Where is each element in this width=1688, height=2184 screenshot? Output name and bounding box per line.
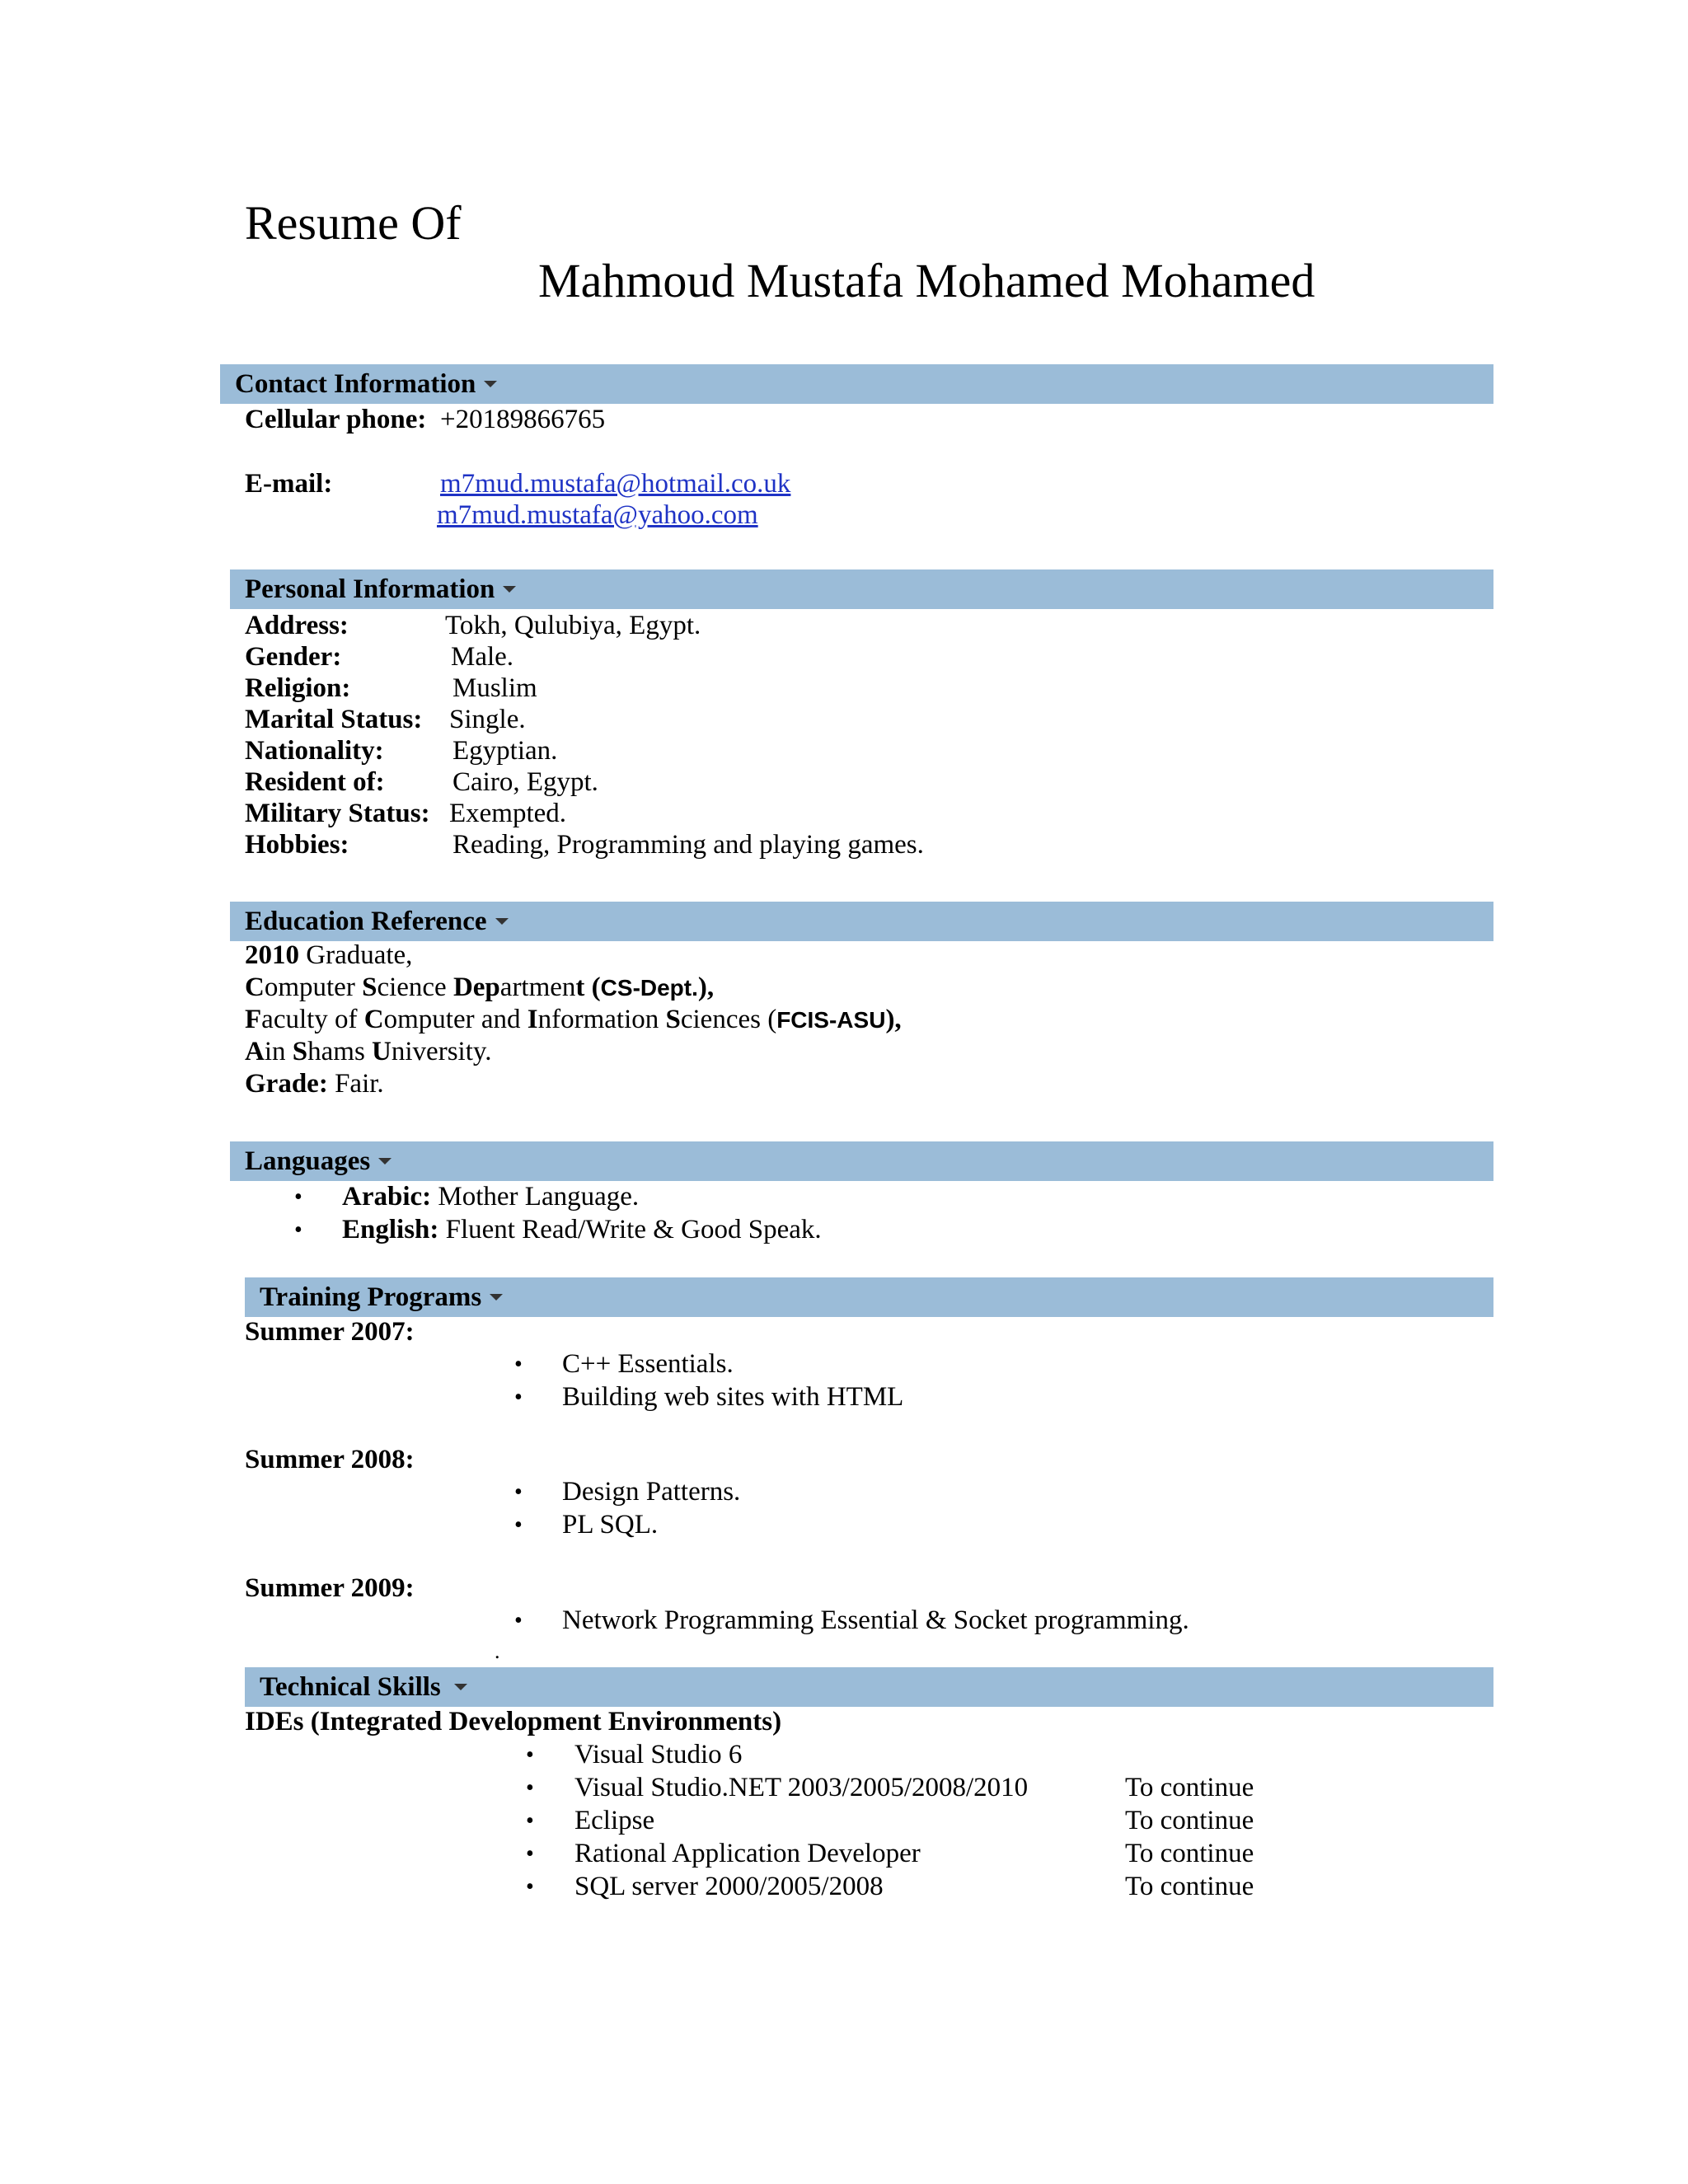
language-item: Arabic: Mother Language. (342, 1182, 640, 1212)
bullet-icon: • (514, 1608, 523, 1633)
ide-status: To continue (1125, 1839, 1254, 1868)
education-grade: Grade: Fair. (245, 1069, 384, 1099)
bullet-icon: • (294, 1184, 302, 1210)
phone-value: +20189866765 (440, 405, 606, 434)
ide-status: To continue (1125, 1872, 1254, 1901)
ides-heading: IDEs (Integrated Development Environments) (245, 1707, 782, 1736)
training-item: Network Programming Essential & Socket programming. (562, 1605, 1189, 1635)
personal-label: Nationality: (245, 736, 384, 766)
personal-value: Exempted. (449, 799, 567, 828)
section-title-skills: Technical Skills (260, 1672, 441, 1702)
email-link-yahoo[interactable]: m7mud.mustafa@yahoo.com (437, 500, 758, 530)
bullet-icon: • (514, 1352, 523, 1377)
email-label: E-mail: (245, 469, 333, 499)
section-title-languages: Languages (245, 1146, 371, 1176)
section-title-training: Training Programs (260, 1282, 482, 1312)
personal-value: Male. (451, 642, 514, 672)
personal-value: Tokh, Qulubiya, Egypt. (445, 611, 701, 640)
bullet-icon: • (514, 1479, 523, 1505)
personal-label: Marital Status: (245, 705, 423, 734)
section-bar-contact (220, 364, 1493, 404)
bullet-icon: • (294, 1217, 302, 1243)
bullet-icon: • (514, 1512, 523, 1538)
personal-value: Cairo, Egypt. (452, 767, 598, 797)
section-title-education: Education Reference (245, 907, 487, 936)
personal-value: Reading, Programming and playing games. (452, 830, 924, 860)
training-item: PL SQL. (562, 1510, 659, 1540)
personal-label: Address: (245, 611, 349, 640)
ide-name: Visual Studio 6 (574, 1740, 743, 1769)
resume-title: Resume Of (245, 196, 462, 250)
ide-name: Rational Application Developer (574, 1839, 921, 1868)
ide-name: Visual Studio.NET 2003/2005/2008/2010 (574, 1773, 1029, 1802)
phone-label: Cellular phone: (245, 405, 427, 434)
personal-label: Military Status: (245, 799, 430, 828)
education-university: Ain Shams University. (245, 1037, 492, 1066)
dropdown-caret-icon (495, 918, 509, 925)
bullet-icon: • (514, 1385, 523, 1410)
training-item: C++ Essentials. (562, 1349, 734, 1379)
section-bar-personal (230, 569, 1493, 609)
personal-label: Hobbies: (245, 830, 349, 860)
language-item: English: Fluent Read/Write & Good Speak. (342, 1215, 822, 1244)
section-bar-training (245, 1277, 1493, 1317)
education-faculty: Faculty of Computer and Information Sciences (FCIS-ASU), (245, 1005, 902, 1034)
dropdown-caret-icon (484, 381, 497, 387)
education-graduation: 2010 Graduate, (245, 940, 413, 970)
training-period: Summer 2009: (245, 1573, 415, 1603)
section-bar-languages (230, 1141, 1493, 1181)
stray-period: . (495, 1639, 500, 1663)
education-department: Computer Science Department (CS-Dept.), (245, 972, 715, 1002)
dropdown-caret-icon (490, 1294, 503, 1301)
candidate-name: Mahmoud Mustafa Mohamed Mohamed (538, 254, 1315, 307)
bullet-icon: • (526, 1874, 534, 1900)
training-period: Summer 2008: (245, 1445, 415, 1474)
section-title-contact: Contact Information (235, 369, 476, 399)
bullet-icon: • (526, 1808, 534, 1834)
email-link-hotmail[interactable]: m7mud.mustafa@hotmail.co.uk (440, 469, 791, 499)
personal-label: Resident of: (245, 767, 385, 797)
personal-value: Muslim (452, 673, 537, 703)
ide-status: To continue (1125, 1806, 1254, 1835)
dropdown-caret-icon (378, 1158, 392, 1165)
ide-name: SQL server 2000/2005/2008 (574, 1872, 884, 1901)
training-item: Design Patterns. (562, 1477, 741, 1507)
training-period: Summer 2007: (245, 1317, 415, 1347)
section-title-personal: Personal Information (245, 574, 495, 604)
training-item: Building web sites with HTML (562, 1382, 904, 1412)
section-bar-education (230, 902, 1493, 941)
dropdown-caret-icon (454, 1684, 467, 1690)
personal-label: Religion: (245, 673, 351, 703)
ide-name: Eclipse (574, 1806, 655, 1835)
personal-label: Gender: (245, 642, 342, 672)
bullet-icon: • (526, 1841, 534, 1867)
section-bar-skills (245, 1667, 1493, 1707)
dropdown-caret-icon (503, 586, 516, 593)
ide-status: To continue (1125, 1773, 1254, 1802)
personal-value: Single. (449, 705, 526, 734)
personal-value: Egyptian. (452, 736, 558, 766)
bullet-icon: • (526, 1775, 534, 1801)
bullet-icon: • (526, 1742, 534, 1768)
